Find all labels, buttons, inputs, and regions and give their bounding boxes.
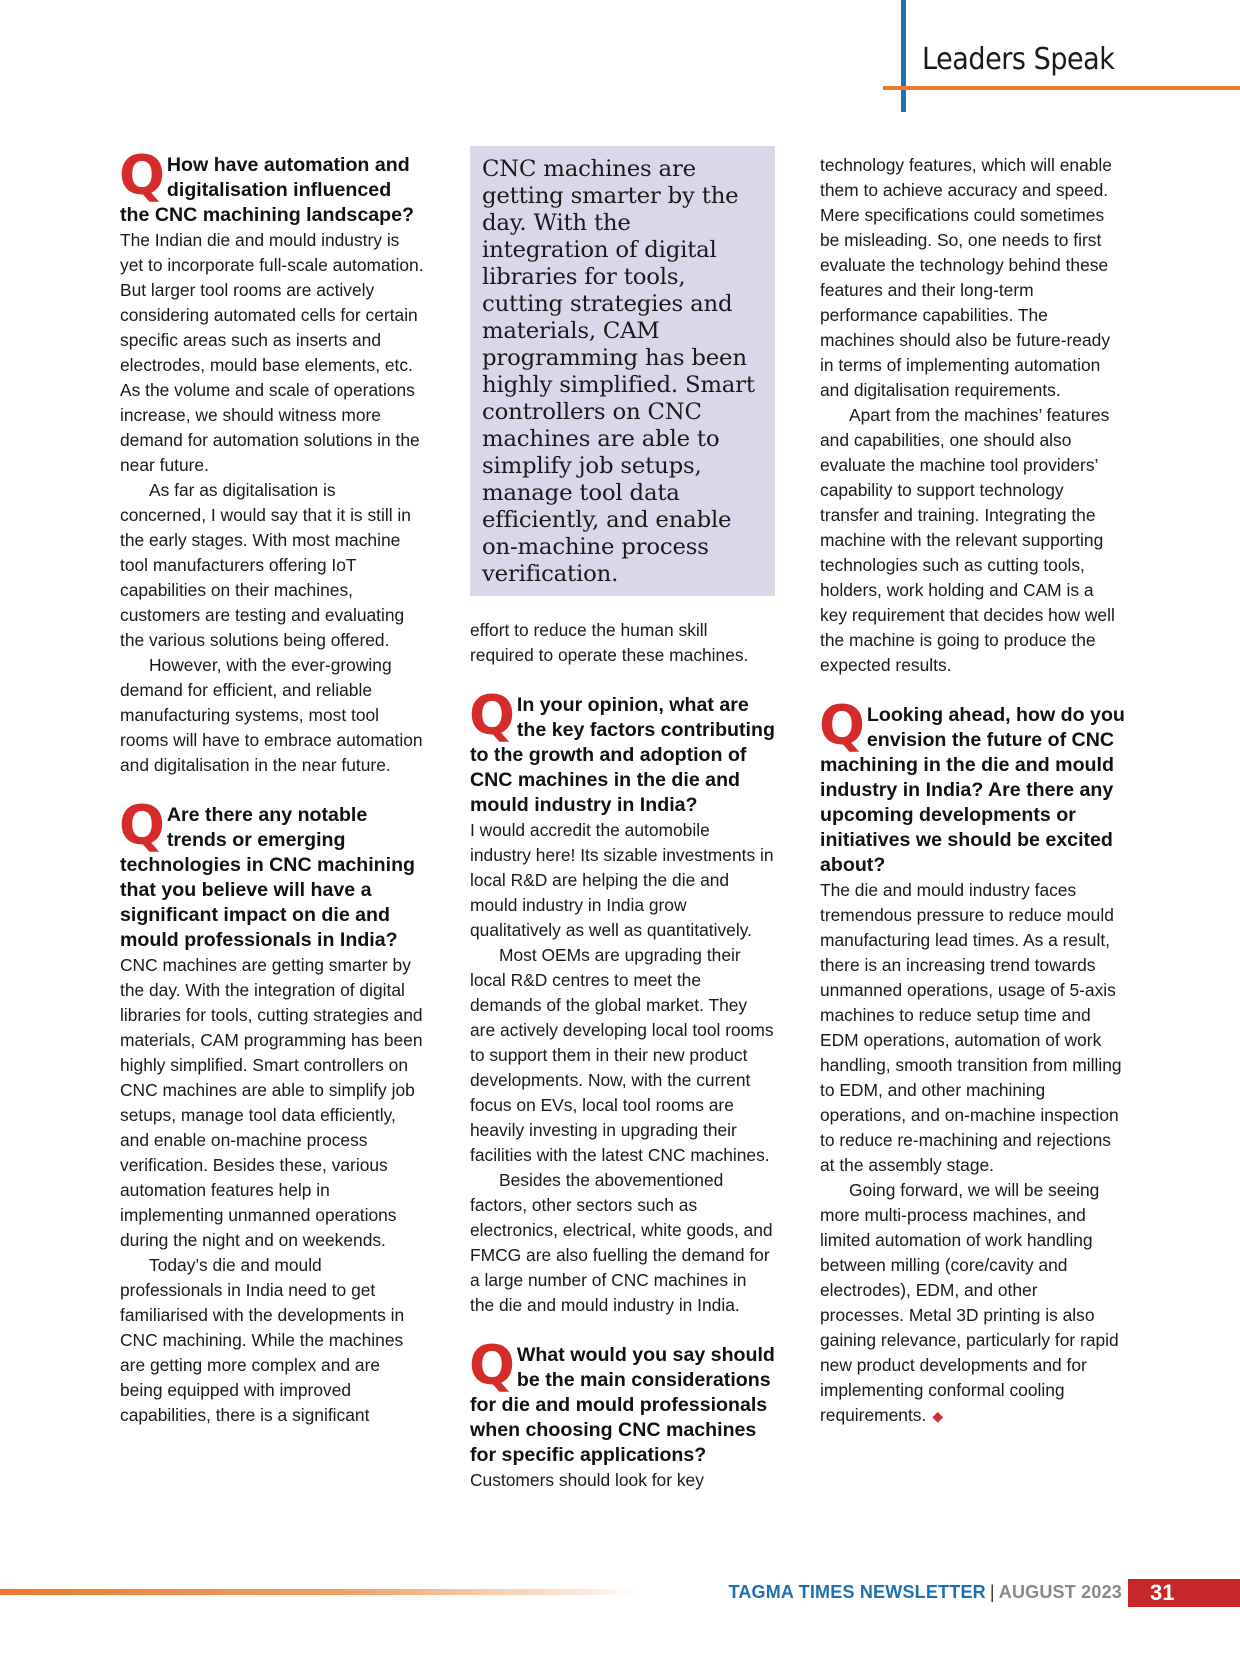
column-3 — [820, 153, 1125, 1429]
question-heading — [119, 144, 425, 228]
answer-paragraph: The Indian die and mould industry is yet to incorporate full-scale automation. But larger tool rooms are actively considering automated cells for certain specific areas such as inserts and electrodes, mould base elements, etc. As the volume and scale of operations increase, we should witness more demand for automation solutions in the near future. — [120, 230, 424, 475]
answer-paragraph: Today’s die and mould professionals in India need to get familiarised with the developments in CNC machining. While the machines are getting more complex and are being equipped with improved capabilities, there is a significant — [120, 1255, 405, 1425]
q-mark: Q — [119, 144, 165, 207]
answer-paragraph — [820, 1178, 1125, 1429]
question-heading — [469, 684, 775, 818]
footer-separator: | — [989, 1582, 995, 1602]
end-mark-icon: ◆ — [932, 1408, 944, 1424]
q-mark: Q — [469, 1334, 515, 1397]
answer-paragraph: Besides the abovementioned factors, other sectors such as electronics, electrical, white goods, and FMCG are also fuelling the demand for a large number of CNC machines in the die and mould industry in India. — [470, 1170, 773, 1315]
question-heading — [819, 694, 1125, 878]
question-text: What would you say should be the main considerations for die and mould professionals when choosing CNC machines for specific applications? — [470, 1344, 775, 1466]
answer-text: Going forward, we will be seeing more multi-process machines, and limited automation of work handling between milling (core/cavity and electrodes), EDM, and other processes. Metal 3D printing is also gaining relevance, particularly for rapid new product developments and for implementing conformal cooling requirements. — [820, 1180, 1119, 1425]
question-text: In your opinion, what are the key factors contributing to the growth and adoption of CNC machines in the die and mould industry in India? — [470, 694, 775, 816]
footer-rule — [0, 1589, 640, 1595]
section-title: Leaders Speak — [922, 42, 1115, 77]
answer-paragraph: I would accredit the automobile industry here! Its sizable investments in local R&D are helping the die and mould industry in India grow qualitatively as well as quantitatively. — [470, 820, 774, 940]
pull-quote: CNC machines are getting smarter by the day. With the integration of digital libraries for tools, cutting strategies and materials, CAM programming has been highly simplified. Smart controllers on CNC machines are able to simplify job setups, manage tool data efficiently, and enable on-machine process verification. — [470, 146, 775, 596]
answer-paragraph: As far as digitalisation is concerned, I would say that it is still in the early stages. With most machine tool manufacturers offering IoT capabilities on their machines, customers are testing and evaluating the various solutions being offered. — [120, 480, 411, 650]
answer-paragraph: Most OEMs are upgrading their local R&D centres to meet the demands of the global market. They are actively developing local tool rooms to support them in their new product developments. Now, with the current focus on EVs, local tool rooms are heavily investing in upgrading their facilities with the latest CNC machines. — [470, 945, 774, 1165]
column-1 — [119, 144, 425, 1428]
answer-paragraph: Customers should look for key — [470, 1470, 704, 1490]
header-rule — [883, 86, 1240, 90]
answer-paragraph: However, with the ever-growing demand for efficient, and reliable manufacturing systems, most tool rooms will have to embrace automation and digitalisation in the near future. — [120, 655, 423, 775]
answer-paragraph: Apart from the machines’ features and capabilities, one should also evaluate the machine tool providers’ capability to support technology transfer and training. Integrating the machine with the relevant supporting technologies such as cutting tools, holders, work holding and CAM is a key requirement that decides how well the machine is going to produce the expected results. — [820, 405, 1115, 675]
q-mark: Q — [469, 684, 515, 747]
footer-publication-line — [728, 1582, 1122, 1603]
answer-paragraph: The die and mould industry faces tremendous pressure to reduce mould manufacturing lead times. As a result, there is an increasing trend towards unmanned operations, usage of 5-axis machines to reduce setup time and EDM operations, automation of work handling, smooth transition from milling to EDM, and other machining operations, and on-machine inspection to reduce re-machining and rejections at the assembly stage. — [820, 880, 1122, 1175]
q-mark: Q — [119, 794, 165, 857]
page-number: 31 — [1128, 1579, 1240, 1607]
header-accent-bar — [901, 0, 906, 112]
publication-name: TAGMA TIMES NEWSLETTER — [728, 1582, 986, 1602]
question-heading — [119, 794, 425, 953]
question-text: Are there any notable trends or emerging technologies in CNC machining that you believe will have a significant impact on die and mould professionals in India? — [120, 804, 416, 951]
question-heading — [469, 1334, 775, 1468]
question-text: Looking ahead, how do you envision the future of CNC machining in the die and mould industry in India? Are there any upcoming developments or initiatives we should be excited about? — [820, 704, 1125, 876]
question-text: How have automation and digitalisation influenced the CNC machining landscape? — [120, 154, 414, 226]
column-2 — [470, 153, 775, 1493]
issue-date: AUGUST 2023 — [998, 1582, 1122, 1602]
q-mark: Q — [819, 694, 865, 757]
answer-paragraph: CNC machines are getting smarter by the day. With the integration of digital libraries for tools, cutting strategies and materials, CAM programming has been highly simplified. Smart controllers on CNC machines are able to simplify job setups, manage tool data efficiently, and enable on-machine process verification. Besides these, various automation features help in implementing unmanned operations during the night and on weekends. — [120, 955, 423, 1250]
answer-paragraph: technology features, which will enable them to achieve accuracy and speed. Mere specifications could sometimes be misleading. So, one needs to first evaluate the technology behind these features and their long-term performance capabilities. The machines should also be future-ready in terms of implementing automation and digitalisation requirements. — [820, 155, 1112, 400]
answer-paragraph: effort to reduce the human skill required to operate these machines. — [470, 620, 749, 665]
